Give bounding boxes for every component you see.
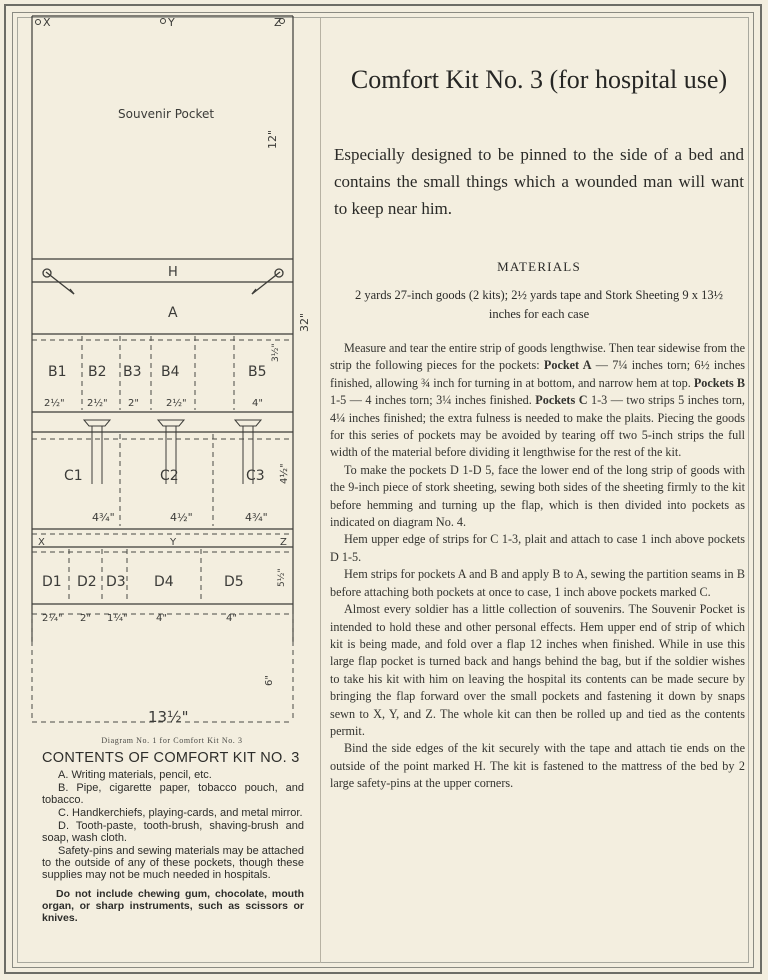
instructions-paragraph-2: To make the pockets D 1-D 5, face the lower end of the long strip of goods with the 9-inch piece of stork sheeting, sewing both sides of the sheeting firmly to the kit before hemming and turning up the flap, which is then divided into pockets as indicated on diagram No. 4. xyxy=(330,462,745,530)
pocket-b1: B1 xyxy=(48,364,67,380)
contents-item-a: A. Writing materials, pencil, etc. xyxy=(58,769,212,781)
column-divider xyxy=(320,18,321,963)
p1-pocket-a: Pocket A xyxy=(543,358,592,373)
p1-text-3: 1-5 — 4 inches torn; 3¼ inches finished. xyxy=(330,393,536,408)
materials-text: 2 yards 27-inch goods (2 kits); 2½ yards tape and Stork Sheeting 9 x 13½ inches for each case xyxy=(354,288,723,321)
label-h: H xyxy=(168,265,178,280)
corner-y-label: Y xyxy=(168,16,175,29)
pocket-d4: D4 xyxy=(154,574,174,590)
d-corner-y: Y xyxy=(170,537,177,548)
pocket-d1: D1 xyxy=(42,574,62,590)
total-width-label: 13½" xyxy=(148,708,189,726)
p1-pockets-b: Pockets B xyxy=(693,375,745,390)
p1-text-4: 1-3 — two strips 5 inches torn, 4¼ inches finished; the extra fulness is needed to make the plaits. Piecing the goods for this series of pockets may be avoided by tearing off two 5-inch strips the full width of the material before dividing it lengthwise for the rest of the kit. xyxy=(330,393,745,460)
materials-heading: MATERIALS xyxy=(497,259,581,274)
pocket-b3: B3 xyxy=(123,364,142,380)
contents-item-extras: Safety-pins and sewing materials may be attached to the outside of any of these pockets, though these supplies may not be much needed in hospitals. xyxy=(42,845,304,881)
diagram-caption: Diagram No. 1 for Comfort Kit No. 3 xyxy=(101,736,243,745)
instructions-paragraph-6: Bind the side edges of the kit securely with the tape and attach tie ends on the outside of the point marked H. The kit is fastened to the mattress of the bed by 2 large safety-pins at the upper corners. xyxy=(330,741,745,791)
pocket-b2: B2 xyxy=(88,364,107,380)
pocket-b4: B4 xyxy=(161,364,180,380)
corner-z-label: Z xyxy=(274,16,282,29)
width-b5: 4" xyxy=(252,398,263,409)
width-d3: 1¼" xyxy=(107,613,128,624)
width-d2: 2" xyxy=(80,613,91,624)
p1-text: Measure and tear the entire strip of goods lengthwise. Then tear sidewise from the strip the following pieces for the pockets: xyxy=(330,341,745,373)
contents-item-b: B. Pipe, cigarette paper, tobacco pouch, and tobacco. xyxy=(42,782,304,806)
pocket-d2: D2 xyxy=(77,574,97,590)
pocket-d5: D5 xyxy=(224,574,244,590)
total-height-label: 32" xyxy=(298,312,311,332)
width-b1: 2½" xyxy=(44,398,65,409)
p1-text-2: — 7¼ inches torn; 6½ inches finished, allowing ¾ inch for turning in at bottom, and narrow hem at top. xyxy=(330,358,746,390)
width-b4: 2½" xyxy=(166,398,187,409)
bottom-height-label: 6" xyxy=(264,675,275,686)
kit-diagram xyxy=(30,14,315,734)
pocket-c3: C3 xyxy=(246,468,265,484)
height-c-label: 4½" xyxy=(279,463,290,484)
width-b2: 2½" xyxy=(87,398,108,409)
contents-heading: CONTENTS OF COMFORT KIT NO. 3 xyxy=(42,750,300,766)
width-b3: 2" xyxy=(128,398,139,409)
contents-item-c: C. Handkerchiefs, playing-cards, and metal mirror. xyxy=(58,807,303,819)
instructions-body xyxy=(330,340,745,793)
contents-item-d: D. Tooth-paste, tooth-brush, shaving-brush and soap, wash cloth. xyxy=(42,820,304,844)
pocket-d3: D3 xyxy=(106,574,126,590)
width-c3: 4¾" xyxy=(245,511,268,524)
width-d4: 4" xyxy=(156,613,167,624)
width-c1: 4¾" xyxy=(92,511,115,524)
instructions-paragraph-5: Almost every soldier has a little collection of souvenirs. The Souvenir Pocket is intended to hold these and other personal effects. Hem upper end of strip of which kit is being made, and fold over a flap 12 inches when finished. While in use this large flap pocket is turned back and hangs behind the bag, but if the soldier wishes to take his kit with him on leaving the hospital its contents can be made secure by bringing the flap forward over the small pockets and fastening it down by snaps sewn to X, Y, and Z. The whole kit can then be rolled up and tied as the contents permit. xyxy=(330,602,745,738)
souvenir-pocket-label: Souvenir Pocket xyxy=(118,107,215,121)
instructions-paragraph-3: Hem upper edge of strips for C 1-3, plait and attach to case 1 inch above pockets D 1-5. xyxy=(330,532,745,564)
width-d5: 4" xyxy=(226,613,237,624)
contents-list xyxy=(42,750,304,924)
corner-x-label: X xyxy=(43,16,51,29)
pocket-b5: B5 xyxy=(248,364,267,380)
d-corner-x: X xyxy=(38,537,45,548)
instructions-paragraph-4: Hem strips for pockets A and B and apply B to A, sewing the partition seams in B before attaching both pockets at once to case, 1 inch above pockets marked C. xyxy=(330,567,745,599)
width-c2: 4½" xyxy=(170,511,193,524)
intro-text: Especially designed to be pinned to the side of a bed and contains the small things which a wounded man will want to keep near him. xyxy=(334,145,744,218)
label-a: A xyxy=(168,305,178,321)
height-d-label: 5½" xyxy=(277,568,287,587)
pocket-c1: C1 xyxy=(64,468,83,484)
souvenir-height-label: 12" xyxy=(266,129,279,149)
width-d1: 2¼" xyxy=(42,613,63,624)
page-title: Comfort Kit No. 3 (for hospital use) xyxy=(350,65,728,95)
d-corner-z: Z xyxy=(280,537,287,548)
contents-warning: Do not include chewing gum, chocolate, mouth organ, or sharp instruments, such as scissors or knives. xyxy=(42,888,304,924)
height-b-label: 3½" xyxy=(271,343,281,362)
instructions-paragraph xyxy=(330,340,745,462)
p1-pockets-c: Pockets C xyxy=(535,393,588,408)
pocket-c2: C2 xyxy=(160,468,179,484)
